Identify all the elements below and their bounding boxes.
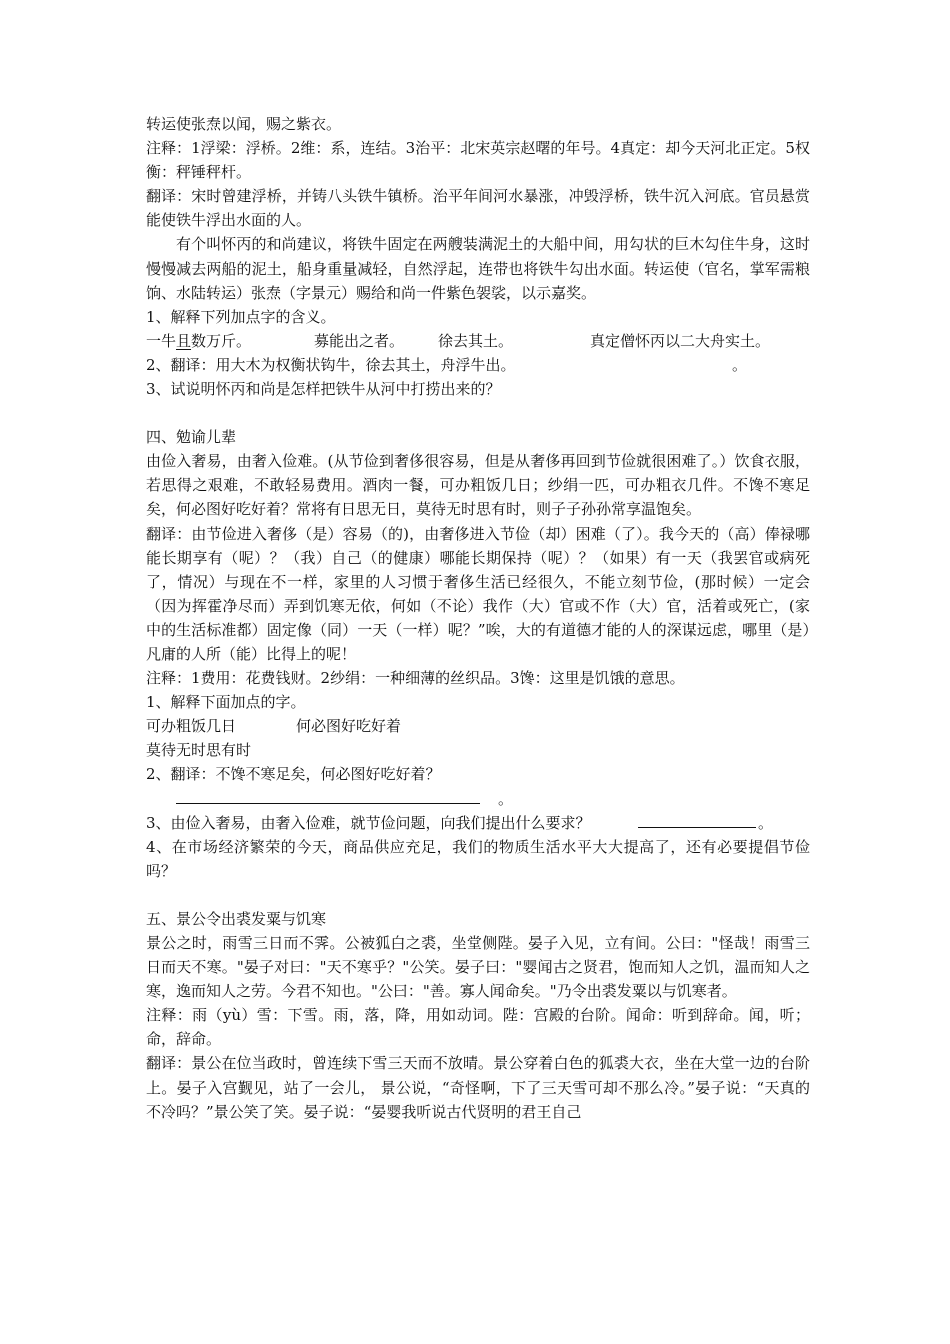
section3-notes: 注释：1浮梁：浮桥。2维：系，连结。3治平：北宋英宗赵曙的年号。4真定：却今天河北正定。5权衡：秤锤秤杆。 bbox=[146, 139, 810, 182]
section5-translation: 翻译：景公在位当政时，曾连续下雪三天而不放晴。景公穿着白色的狐裘大衣，坐在大堂一边的台阶上。晏子入宫觐见，站了一会儿， 景公说，“奇怪啊，下了三天雪可却不那么冷。”晏子说：“天真的不冷吗？”景公笑了笑。晏子说：“晏婴我听说古代贤明的君王自己 bbox=[146, 1054, 810, 1121]
section4-notes: 注释：1费用：花费钱财。2纱绢：一种细薄的丝织品。3馋：这里是饥饿的意思。 bbox=[146, 669, 685, 688]
dotted-char: 且 bbox=[176, 331, 192, 350]
answer-end-mark: 。 bbox=[732, 355, 748, 374]
section4-question-1: 1、解释下面加点的字。 bbox=[146, 693, 306, 712]
section4-question-1-items bbox=[146, 714, 810, 738]
answer-end-mark: 。 bbox=[498, 789, 514, 808]
answer-blank[interactable] bbox=[176, 787, 480, 804]
q1-item-b: 何必图好吃好着 bbox=[296, 717, 402, 736]
q1-item-a: 可办粗饭几日 bbox=[146, 717, 237, 736]
q1-item-d: 真定僧怀丙以二大舟实土。 bbox=[590, 331, 771, 350]
section3-question-1-items bbox=[146, 329, 810, 353]
q1-item-c: 徐去其土。 bbox=[438, 331, 514, 350]
section4-question-2: 2、翻译：不馋不寒足矣，何必图好吃好着？ bbox=[146, 765, 441, 784]
spacer bbox=[146, 883, 810, 907]
spacer bbox=[146, 401, 810, 425]
section4-question-2-answer bbox=[146, 787, 810, 811]
section3-question-3: 3、试说明怀丙和尚是怎样把铁牛从河中打捞出来的？ bbox=[146, 380, 501, 399]
section5-notes: 注释：雨（yù）雪：下雪。雨，落，降，用如动词。陛：宫殿的台阶。闻命：听到辞命。闻，听；命，辞命。 bbox=[146, 1006, 810, 1049]
section4-translation: 翻译：由节俭进入奢侈（是）容易（的)，由奢侈进入节俭（却）困难（了）。我今天的（高）俸禄哪能长期享有（呢）？（我）自己（的健康）哪能长期保持（呢）？（如果）有一天（我罢官或病死了，情况）与现在不一样，家里的人习惯于奢侈生活已经很久，不能立刻节俭，(那时候）一定会（因为挥霍净尽而）弄到饥寒无依，何如（不论）我作（大）官或不作（大）官，活着或死亡，(家中的生活标准都）固定像（同）一天（一样）呢？”唉，大的有道德才能的人的深谋远虑，哪里（是）凡庸的人所（能）比得上的呢！ bbox=[146, 524, 810, 663]
q1-item-a: 一牛且数万斤。 bbox=[146, 331, 252, 350]
section5-text: 景公之时，雨雪三日而不霁。公被狐白之裘，坐堂侧陛。晏子入见，立有间。公曰："怪哉！雨雪三日而天不寒。"晏子对曰："天不寒乎？"公笑。晏子曰："婴闻古之贤君，饱而知人之饥，温而知人之寒，逸而知人之劳。今君不知也。"公曰："善。寡人闻命矣。"乃令出裘发粟以与饥寒者。 bbox=[146, 934, 810, 1001]
q1-item-b: 募能出之者。 bbox=[314, 331, 405, 350]
section3-question-1: 1、解释下列加点字的含义。 bbox=[146, 307, 336, 326]
section4-title: 四、勉谕儿辈 bbox=[146, 428, 237, 447]
answer-blank[interactable] bbox=[638, 811, 756, 828]
section3-translation-paragraph: 有个叫怀丙的和尚建议，将铁牛固定在两艘装满泥土的大船中间，用勾状的巨木勾住牛身，这时慢慢减去两船的泥土，船身重量减轻，自然浮起，连带也将铁牛勾出水面。转运使（官名，掌军需粮饷、水陆转运）张焘（字景元）赐给和尚一件紫色袈裟，以示嘉奖。 bbox=[146, 235, 810, 302]
section4-text: 由俭入奢易，由奢入俭难。(从节俭到奢侈很容易，但是从奢侈再回到节俭就很困难了。）饮食衣服，若思得之艰难，不敢轻易费用。酒肉一餐，可办粗饭几日；纱绢一匹，可办粗衣几件。不馋不寒足矣，何必图好吃好着？常将有日思无日，莫待无时思有时，则子子孙孙常享温饱矣。 bbox=[146, 452, 810, 519]
section4-question-1-item-c: 莫待无时思有时 bbox=[146, 741, 252, 760]
section3-line: 转运使张焘以闻，赐之紫衣。 bbox=[146, 115, 342, 133]
document-page bbox=[146, 112, 810, 1124]
section3-question-2: 2、翻译：用大木为权衡状钩牛，徐去其土，舟浮牛出。 。 bbox=[146, 353, 810, 377]
section4-question-3: 3、由俭入奢易，由奢入俭难，就节俭问题，向我们提出什么要求？ 。 bbox=[146, 811, 810, 835]
answer-end-mark: 。 bbox=[758, 813, 774, 832]
section3-translation: 翻译：宋时曾建浮桥，并铸八头铁牛镇桥。治平年间河水暴涨，冲毁浮桥，铁牛沉入河底。官员悬赏能使铁牛浮出水面的人。 bbox=[146, 187, 810, 230]
section4-question-4: 4、在市场经济繁荣的今天，商品供应充足，我们的物质生活水平大大提高了，还有必要提倡节俭吗？ bbox=[146, 837, 810, 880]
section5-title: 五、景公令出裘发粟与饥寒 bbox=[146, 909, 327, 928]
